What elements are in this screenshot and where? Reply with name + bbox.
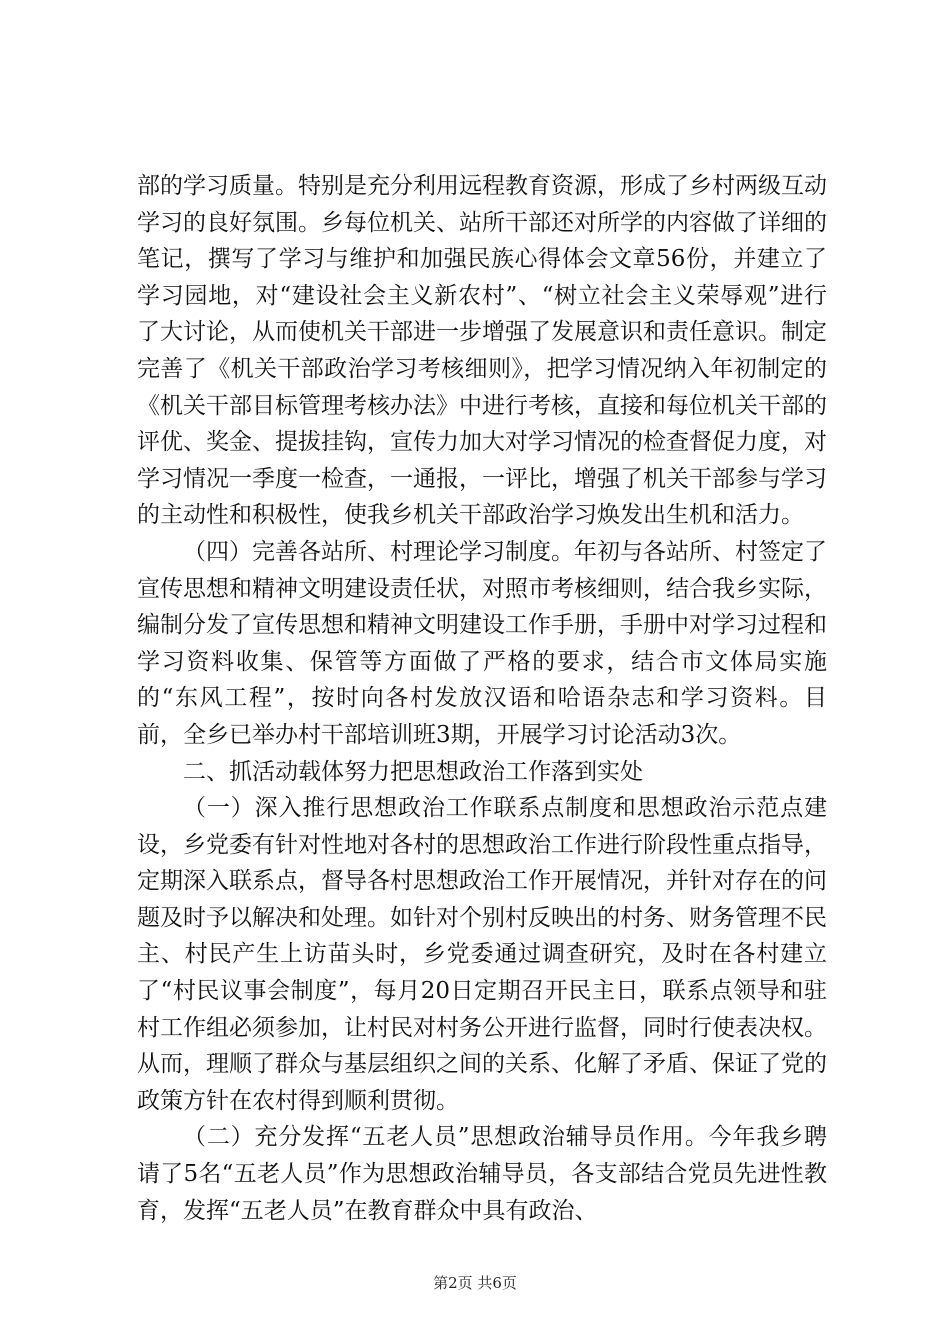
paragraph-subsection-one: （一）深入推行思想政治工作联系点制度和思想政治示范点建设，乡党委有针对性地对各村的思想政治工作进行阶段性重点指导，定期深入联系点，督导各村思想政治工作开展情况，并针对存在的问题及时予以解决和处理。如针对个别村反映出的村务、财务管理不民主、村民产生上访苗头时，乡党委通过调查研究，及时在各村建立了“村民议事会制度”，每月20日定期召开民主日，联系点领导和驻村工作组必须参加，让村民对村务公开进行监督，同时行使表决权。从而，理顺了群众与基层组织之间的关系、化解了矛盾、保证了党的政策方针在农村得到顺利贯彻。 [137,795,827,1114]
section-heading-two: 二、抓活动载体努力把思想政治工作落到实处 [183,758,643,785]
document-body [137,168,827,1229]
paragraph-subsection-two: （二）充分发挥“五老人员”思想政治辅导员作用。今年我乡聘请了5名“五老人员”作为思想政治辅导员，各支部结合党员先进性教育，发挥“五老人员”在教育群众中具有政治、 [137,1124,827,1224]
page-footer: 第2页 共6页 [433,1274,517,1292]
paragraph-continued: 部的学习质量。特别是充分利用远程教育资源，形成了乡村两级互动学习的良好氛围。乡每位机关、站所干部还对所学的内容做了详细的笔记，撰写了学习与维护和加强民族心得体会文章56份，并建立了学习园地，对“建设社会主义新农村”、“树立社会主义荣辱观”进行了大讨论，从而使机关干部进一步增强了发展意识和责任意识。制定完善了《机关干部政治学习考核细则》，把学习情况纳入年初制定的《机关干部目标管理考核办法》中进行考核，直接和每位机关干部的评优、奖金、提拔挂钩，宣传力加大对学习情况的检查督促力度，对学习情况一季度一检查，一通报，一评比，增强了机关干部参与学习的主动性和积极性，使我乡机关干部政治学习焕发出生机和活力。 [137,173,827,529]
paragraph-section-four: （四）完善各站所、村理论学习制度。年初与各站所、村签定了宣传思想和精神文明建设责任状，对照市考核细则，结合我乡实际，编制分发了宣传思想和精神文明建设工作手册，手册中对学习过程和学习资料收集、保管等方面做了严格的要求，结合市文体局实施的“东风工程”，按时向各村发放汉语和哈语杂志和学习资料。目前，全乡已举办村干部培训班3期，开展学习讨论活动3次。 [137,538,827,748]
